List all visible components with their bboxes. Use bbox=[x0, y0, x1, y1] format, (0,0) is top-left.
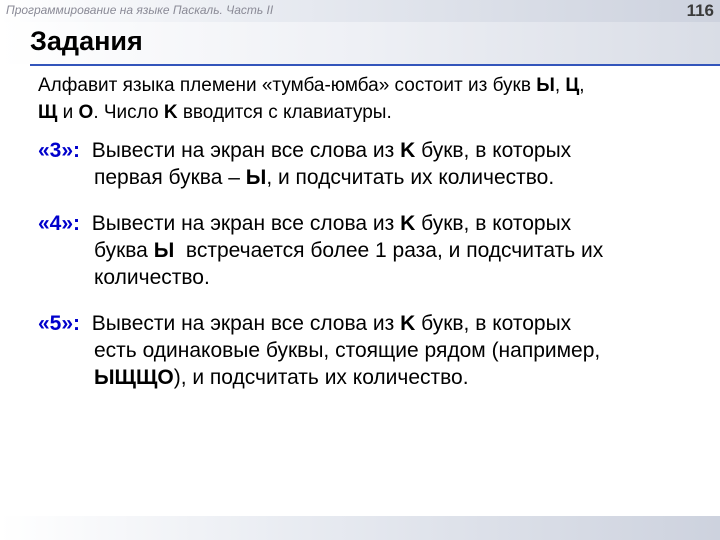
page-number: 116 bbox=[686, 1, 714, 20]
title-underline bbox=[30, 64, 720, 66]
slide-title: Задания bbox=[30, 26, 143, 56]
task-4 bbox=[38, 210, 698, 291]
course-title: Программирование на языке Паскаль. Часть II bbox=[6, 3, 274, 17]
task-text: Вывести на экран все слова из K букв, в которых первая буква – Ы, и подсчитать их количество. bbox=[80, 139, 572, 189]
task-tag: «3»: bbox=[38, 139, 81, 162]
footer-bar bbox=[0, 516, 720, 540]
task-5 bbox=[38, 310, 698, 391]
task-tag: «5»: bbox=[38, 312, 81, 335]
task-3 bbox=[38, 137, 698, 191]
intro-paragraph: Алфавит языка племени «тумба-юмба» состоит из букв Ы, Ц, Щ и О. Число K вводится с клавиатуры. bbox=[38, 75, 585, 123]
task-text: Вывести на экран все слова из K букв, в которых есть одинаковые буквы, стоящие рядом (например, ЫЩЩО), и подсчитать их количество. bbox=[80, 312, 601, 389]
task-text: Вывести на экран все слова из K букв, в которых буква Ы встречается более 1 раза, и подсчитать их количество. bbox=[80, 212, 604, 289]
task-tag: «4»: bbox=[38, 212, 81, 235]
